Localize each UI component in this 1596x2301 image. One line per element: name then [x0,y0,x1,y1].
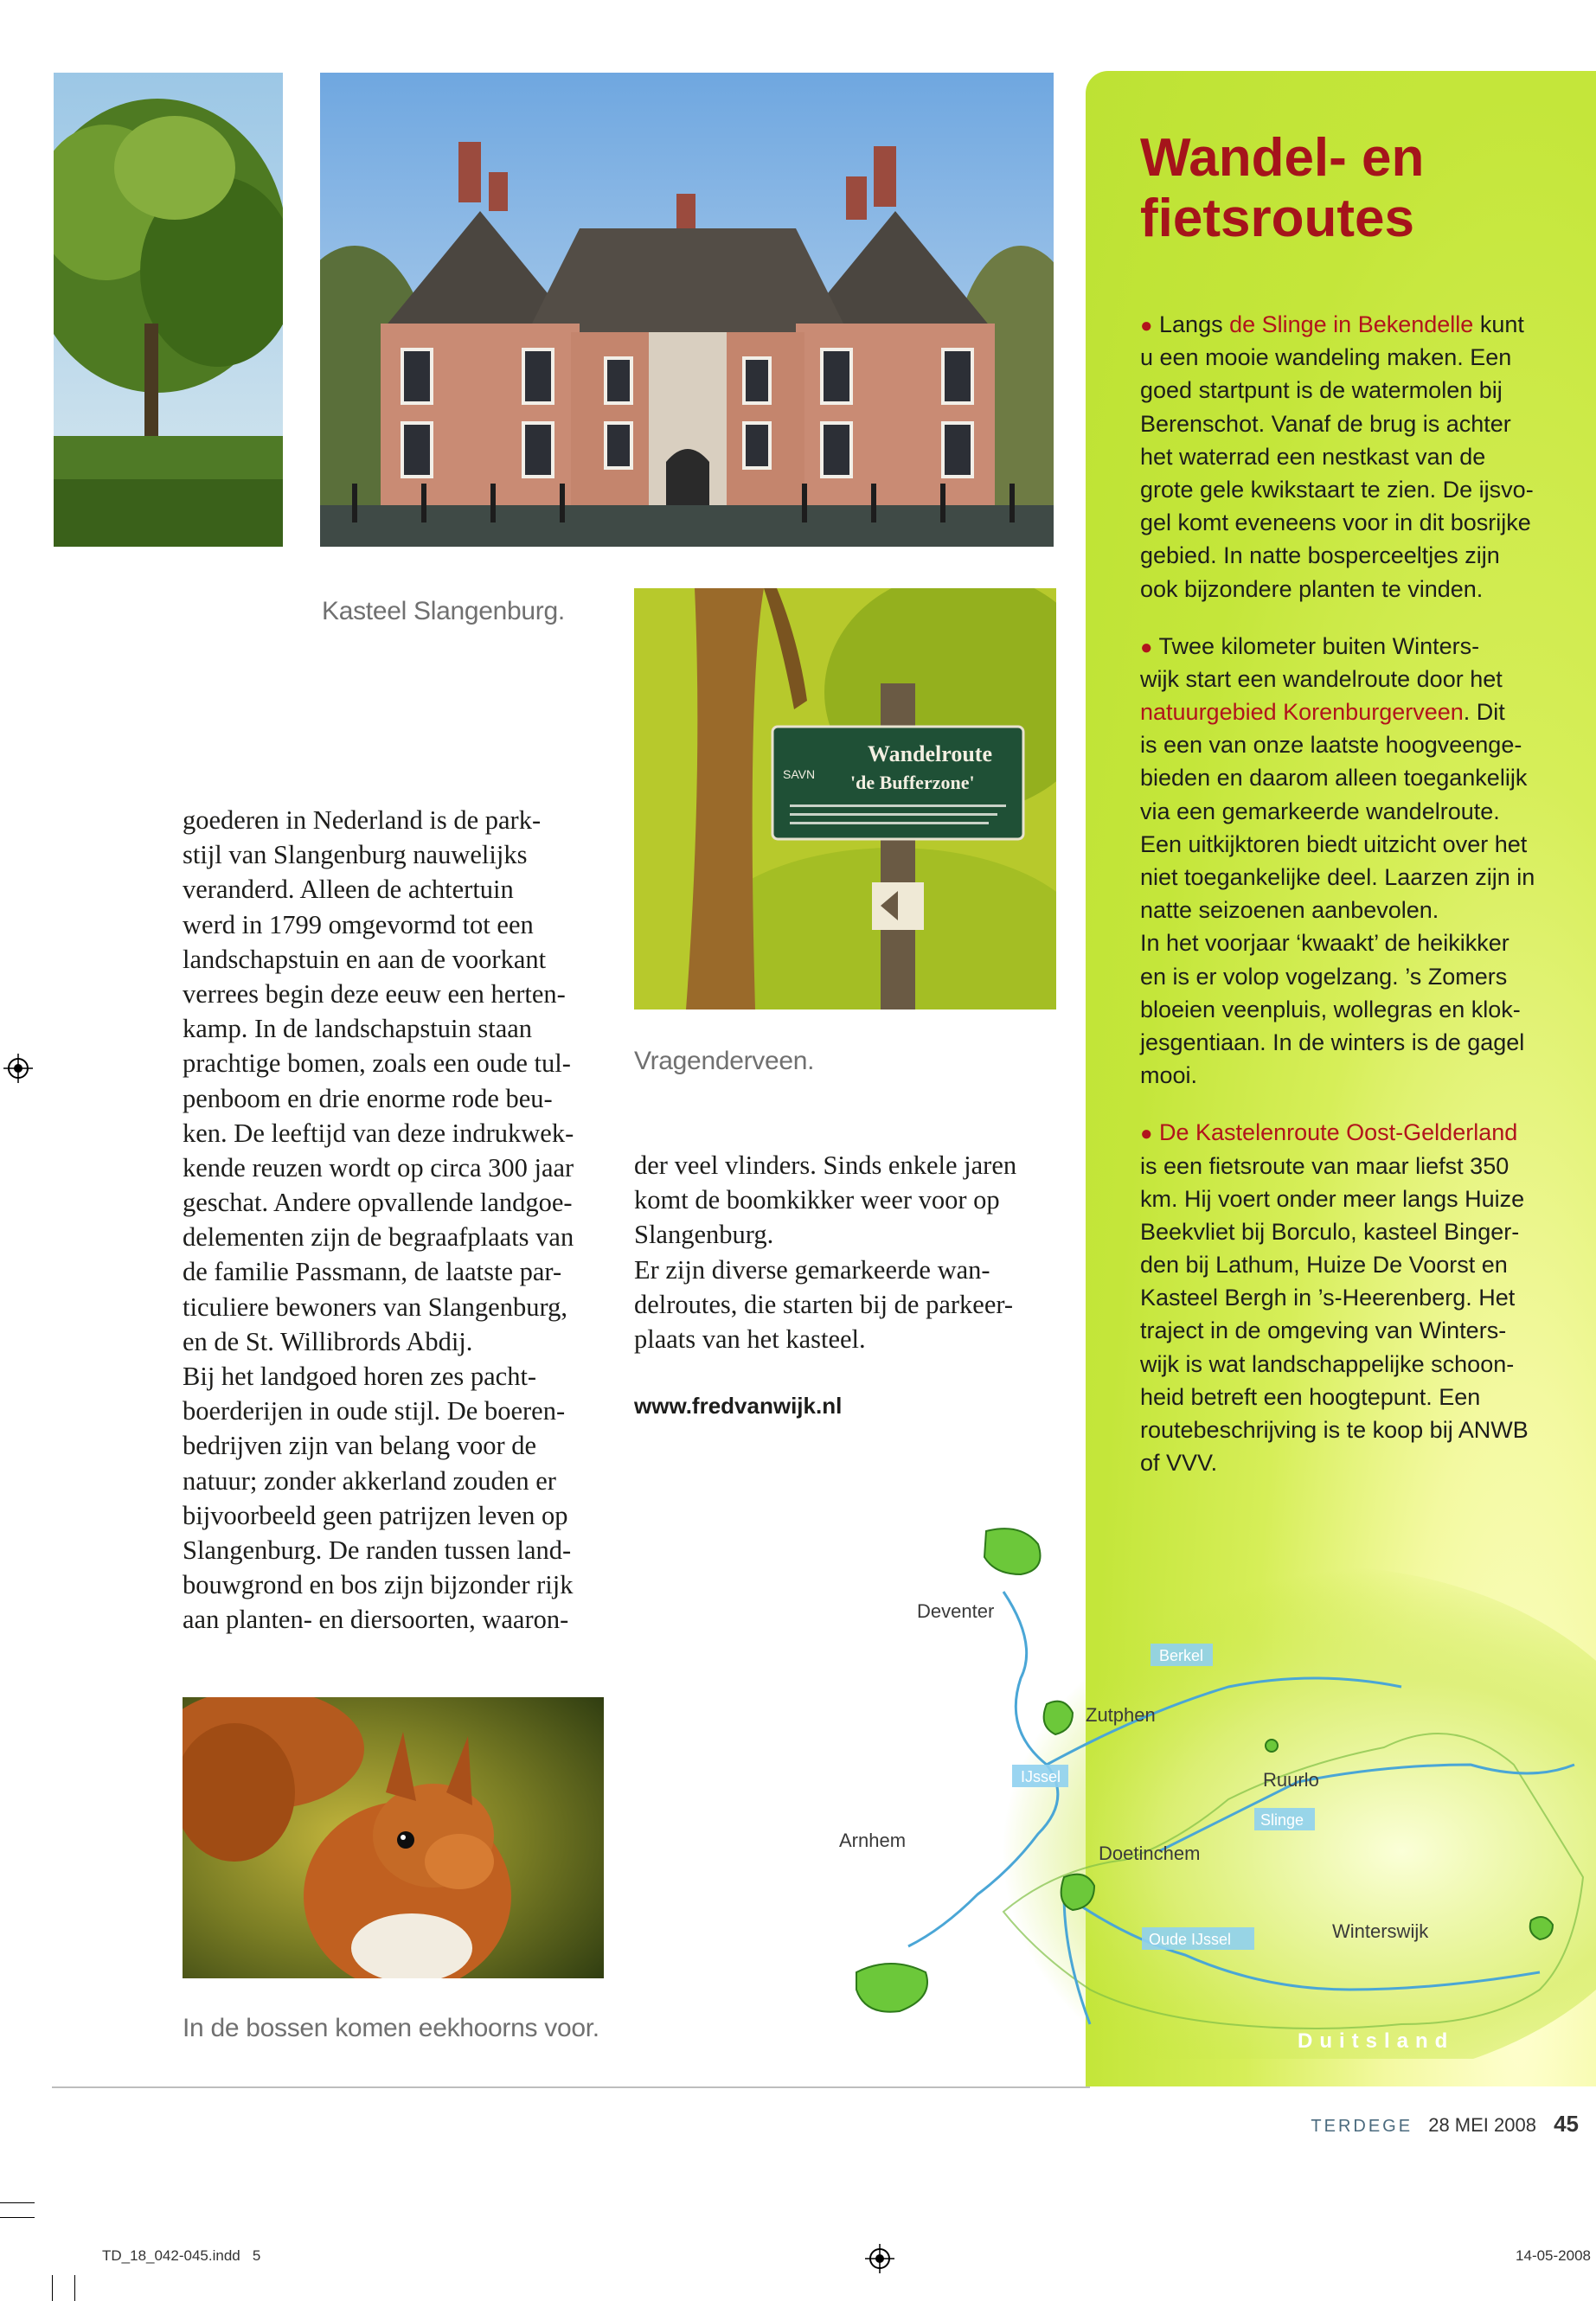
castle-caption: Kasteel Slangenburg. [322,597,565,625]
article-line: kamp. In de landschapstuin staan [183,1014,533,1044]
bullet-icon: ● [1140,1122,1153,1146]
crop-mark-left-2 [0,2217,35,2218]
map-town-zutphen: Zutphen [1086,1704,1156,1726]
author-url[interactable]: www.fredvanwijk.nl [634,1393,843,1419]
registration-mark-left [3,1054,33,1083]
article-line: komt de boomkikker weer voor op [634,1185,1000,1215]
map-river-berkel: Berkel [1159,1647,1204,1664]
article-line: de familie Passmann, de laatste par- [183,1257,562,1287]
map-town-arnhem: Arnhem [839,1830,907,1851]
sign-title-line2: 'de Bufferzone' [850,772,975,793]
sidebar-line: mooi. [1140,1062,1198,1089]
slug-date: 14-05-2008 [1516,2247,1591,2264]
article-line: der veel vlinders. Sinds enkele jaren [634,1150,1017,1180]
article-line: boerderijen in oude stijl. De boeren- [183,1396,566,1426]
sidebar-line: niet toegankelijke deel. Laarzen zijn in [1140,864,1535,890]
squirrel-caption: In de bossen komen eekhoorns voor. [183,2014,599,2042]
map-town-winterswijk: Winterswijk [1332,1920,1429,1942]
sign-photo [634,588,1056,1009]
article-line: penboom en drie enorme rode beu- [183,1083,553,1113]
crop-mark-vertical-2 [74,2275,75,2301]
article-line: verrees begin deze eeuw een herten- [183,978,566,1009]
article-line: aan planten- en diersoorten, waaron- [183,1605,569,1635]
sidebar-title-line1: Wandel- en [1140,128,1425,188]
registration-mark-bottom [865,2244,894,2273]
tree-photo [54,73,283,547]
bullet-icon: ● [1140,635,1153,659]
article-line: plaats van het kasteel. [634,1324,866,1354]
sidebar-line: heid betreft een hoogtepunt. Een [1140,1383,1481,1410]
sign-title-line1: Wandelroute [868,741,992,766]
sidebar-line: bloeien veenpluis, wollegras en klok- [1140,996,1521,1022]
sidebar-line: en is er volop vogelzang. ’s Zomers [1140,963,1508,990]
sidebar-line: is een fietsroute van maar liefst 350 [1140,1152,1509,1179]
article-line: stijl van Slangenburg nauwelijks [183,840,528,870]
article-line: goederen in Nederland is de park- [183,805,542,835]
map-river-ijssel: IJssel [1021,1768,1061,1785]
crop-mark-left [0,2202,35,2203]
article-line: bouwgrond en bos zijn bijzonder rijk [183,1570,574,1600]
bullet-icon: ● [1140,314,1153,337]
sidebar-line: grote gele kwikstaart te zien. De ijsvo- [1140,476,1534,503]
article-line: ticuliere bewoners van Slangenburg, [183,1292,567,1322]
sidebar-line: wijk is wat landschappelijke schoon- [1140,1350,1515,1377]
article-line: werd in 1799 omgevormd tot een [183,909,534,939]
sidebar-line: traject in de omgeving van Winters- [1140,1317,1507,1344]
sidebar-line: u een mooie wandeling maken. Een [1140,344,1512,371]
article-line: ken. De leeftijd van deze indrukwek- [183,1118,574,1148]
article-line: en de St. Willibrords Abdij. [183,1326,473,1356]
map-town-deventer: Deventer [917,1600,995,1622]
sidebar-line: het waterrad een nestkast van de [1140,443,1486,470]
sidebar-line: natte seizoenen aanbevolen. [1140,897,1439,924]
article-line: delementen zijn de begraafplaats van [183,1222,574,1253]
sidebar-line: km. Hij voert onder meer langs Huize [1140,1185,1525,1212]
text-span: . Dit [1463,699,1505,726]
sidebar-title [1140,128,1424,249]
highlight-kastelenroute: De Kastelenroute Oost-Gelderland [1159,1119,1518,1146]
sidebar-line: routebeschrijving is te koop bij ANWB [1140,1417,1529,1443]
article-line: geschat. Andere opvallende landgoe- [183,1188,573,1218]
sign-caption: Vragenderveen. [634,1047,815,1075]
sidebar-line: jesgentiaan. In de winters is de gagel [1140,1029,1525,1055]
article-line: Slangenburg. De randen tussen land- [183,1535,572,1565]
sidebar-line [1140,695,1590,728]
map-town-ruurlo: Ruurlo [1263,1769,1319,1791]
sidebar-text [1140,308,1590,1479]
sidebar-line: Beekvliet bij Borculo, kasteel Binger- [1140,1218,1520,1245]
article-line: delroutes, die starten bij de parkeer- [634,1289,1014,1319]
sidebar-line: ook bijzondere planten te vinden. [1140,575,1484,602]
article-line: veranderd. Alleen de achtertuin [183,875,514,905]
article-column-1 [183,803,574,1638]
sidebar-title-line2: fietsroutes [1140,189,1414,248]
sidebar-line: Berenschot. Vanaf de brug is achter [1140,410,1511,437]
article-line: prachtige bomen, zoals een oude tul- [183,1048,571,1079]
article-line: natuur; zonder akkerland zouden er [183,1465,556,1496]
article-line: bijvoorbeeld geen patrijzen leven op [183,1500,568,1530]
sidebar-line: Kasteel Bergh in ’s-Heerenberg. Het [1140,1285,1516,1311]
sidebar-line: bieden en daarom alleen toegankelijk [1140,765,1528,792]
castle-photo [320,73,1054,547]
sidebar-line: via een gemarkeerde wandelroute. [1140,798,1500,824]
sidebar-line: Een uitkijktoren biedt uitzicht over het [1140,830,1528,857]
map-river-oude-ijssel: Oude IJssel [1149,1931,1232,1948]
text-span: Langs [1159,311,1230,337]
magazine-brand: TERDEGE [1311,2117,1413,2136]
sidebar-line: In het voorjaar ‘kwaakt’ de heikikker [1140,930,1509,957]
page-footer [1311,2111,1579,2137]
map-river-slinge: Slinge [1260,1811,1304,1829]
text-span: kunt [1473,311,1524,337]
sidebar-line: of VVV. [1140,1450,1218,1477]
map-town-doetinchem: Doetinchem [1099,1843,1201,1864]
sidebar-line: wijk start een wandelroute door het [1140,665,1503,692]
text-span: Twee kilometer buiten Winters- [1158,632,1480,659]
article-line: kende reuzen wordt op circa 300 jaar [183,1152,574,1183]
article-line: Bij het landgoed horen zes pacht- [183,1362,537,1391]
article-line: Slangenburg. [634,1220,774,1250]
sidebar-line: den bij Lathum, Huize De Voorst en [1140,1252,1508,1279]
issue-date: 28 MEI 2008 [1428,2114,1536,2136]
sidebar-p3-first-line [1140,1116,1590,1149]
article-line: Er zijn diverse gemarkeerde wan- [634,1254,990,1285]
paragraph-gap [1140,1092,1590,1116]
sidebar-line: goed startpunt is de watermolen bij [1140,377,1503,404]
article-line: bedrijven zijn van belang voor de [183,1431,537,1461]
sidebar-line: is een van onze laatste hoogveenge- [1140,732,1522,759]
sidebar-line: gel komt eveneens voor in dit bosrijke [1140,510,1531,536]
highlight-slinge: de Slinge in Bekendelle [1229,311,1474,337]
highlight-korenburgerveen: natuurgebied Korenburgerveen [1140,699,1464,726]
sign-logo: SAVN [783,767,816,781]
article-column-2 [634,1148,1016,1356]
sidebar-p1-first-line [1140,308,1590,341]
paragraph-gap [1140,606,1590,630]
map-country: Duitsland [1298,2029,1455,2053]
route-map [779,1505,1596,2059]
page-rule [52,2086,1090,2088]
slug-filename: TD_18_042-045.indd 5 [102,2247,261,2264]
article-line: landschapstuin en aan de voorkant [183,944,547,974]
squirrel-photo [183,1697,604,1978]
sidebar-line: gebied. In natte bosperceeltjes zijn [1140,542,1500,569]
sidebar-p2-first-line [1140,630,1590,663]
crop-mark-vertical [52,2275,53,2301]
page-number: 45 [1554,2111,1579,2137]
